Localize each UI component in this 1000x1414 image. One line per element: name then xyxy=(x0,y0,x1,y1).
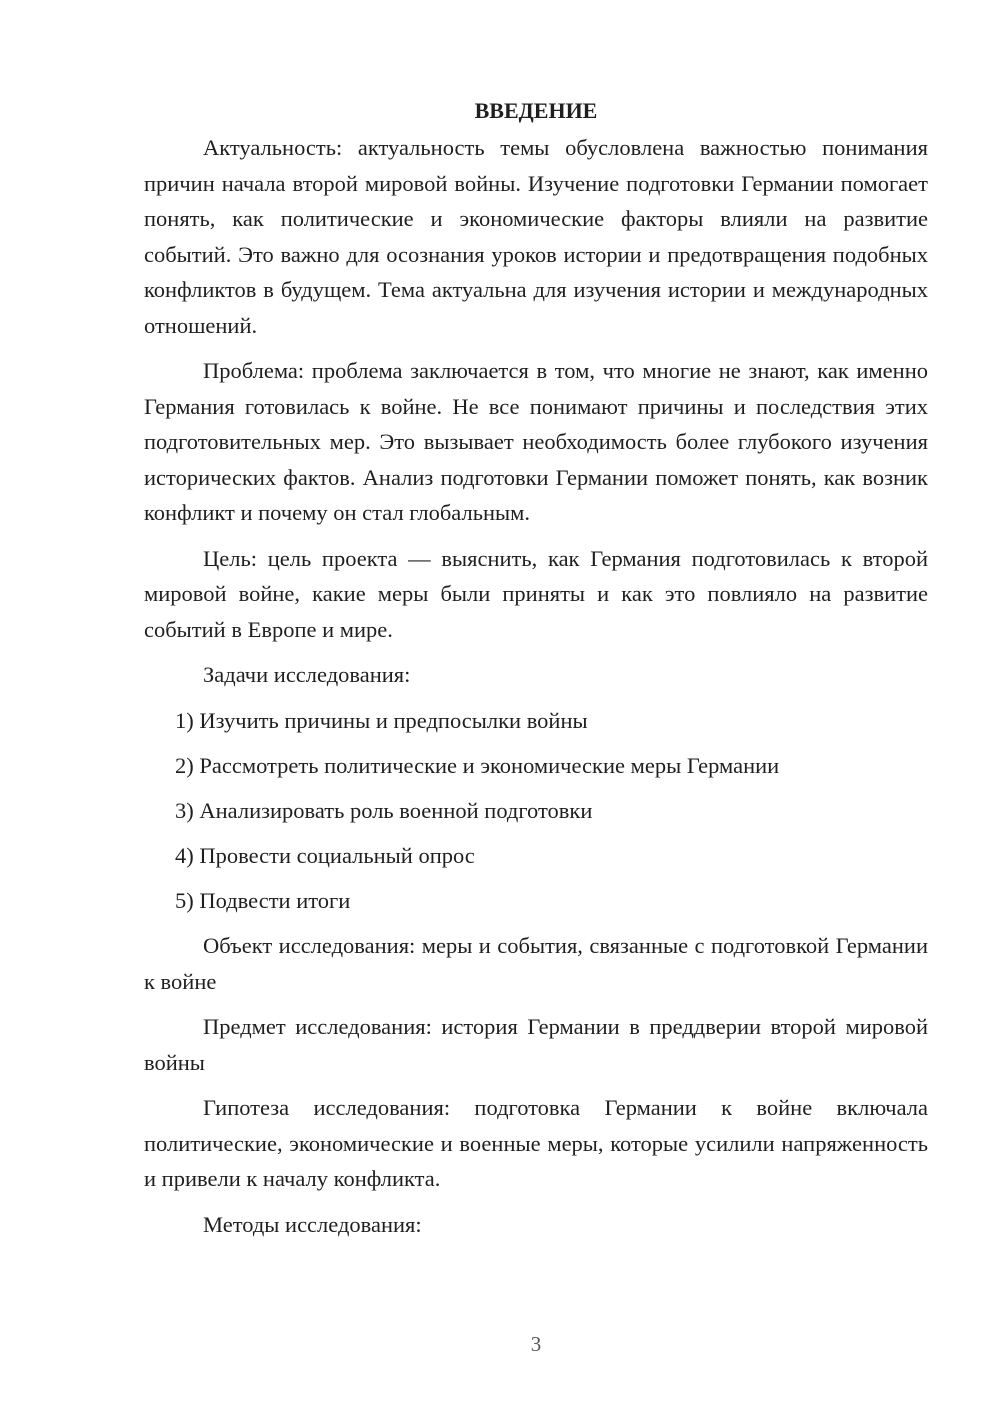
tasks-list xyxy=(144,703,928,919)
problem-paragraph: Проблема: проблема заключается в том, что многие не знают, как именно Германия готовилась к войне. Не все понимают причины и последствия этих подготовительных мер. Это вызывает необходимость более глубокого изучения исторических фактов. Анализ подготовки Германии поможет понять, как возник конфликт и почему он стал глобальным. xyxy=(144,358,928,525)
methods-paragraph: Методы исследования: xyxy=(203,1211,422,1237)
subject-paragraph: Предмет исследования: история Германии в преддверии второй мировой войны xyxy=(144,1014,928,1075)
object-paragraph: Объект исследования: меры и события, связанные с подготовкой Германии к войне xyxy=(144,933,928,994)
document-page xyxy=(144,96,928,1252)
relevance-paragraph: Актуальность: актуальность темы обусловлена важностью понимания причин начала второй мировой войны. Изучение подготовки Германии помогает понять, как политические и экономические факторы влияли на развитие событий. Это важно для осознания уроков истории и предотвращения подобных конфликтов в будущем. Тема актуальна для изучения истории и международных отношений. xyxy=(144,135,928,338)
page-number: 3 xyxy=(530,1332,542,1356)
section-heading: ВВЕДЕНИЕ xyxy=(474,98,598,123)
tasks-title: Задачи исследования: xyxy=(203,662,411,687)
task-item: 2) Рассмотреть политические и экономические меры Германии xyxy=(175,752,780,778)
task-item: 4) Провести социальный опрос xyxy=(175,843,475,869)
hypothesis-paragraph: Гипотеза исследования: подготовка Германии к войне включала политические, экономические и военные меры, которые усилили напряженность и привели к началу конфликта. xyxy=(144,1095,928,1192)
task-item: 3) Анализировать роль военной подготовки xyxy=(175,797,593,823)
task-item: 5) Подвести итоги xyxy=(175,888,351,914)
task-item: 1) Изучить причины и предпосылки войны xyxy=(175,707,588,733)
goal-paragraph: Цель: цель проекта — выяснить, как Германия подготовилась к второй мировой войне, какие меры были приняты и как это повлияло на развитие событий в Европе и мире. xyxy=(144,545,928,642)
